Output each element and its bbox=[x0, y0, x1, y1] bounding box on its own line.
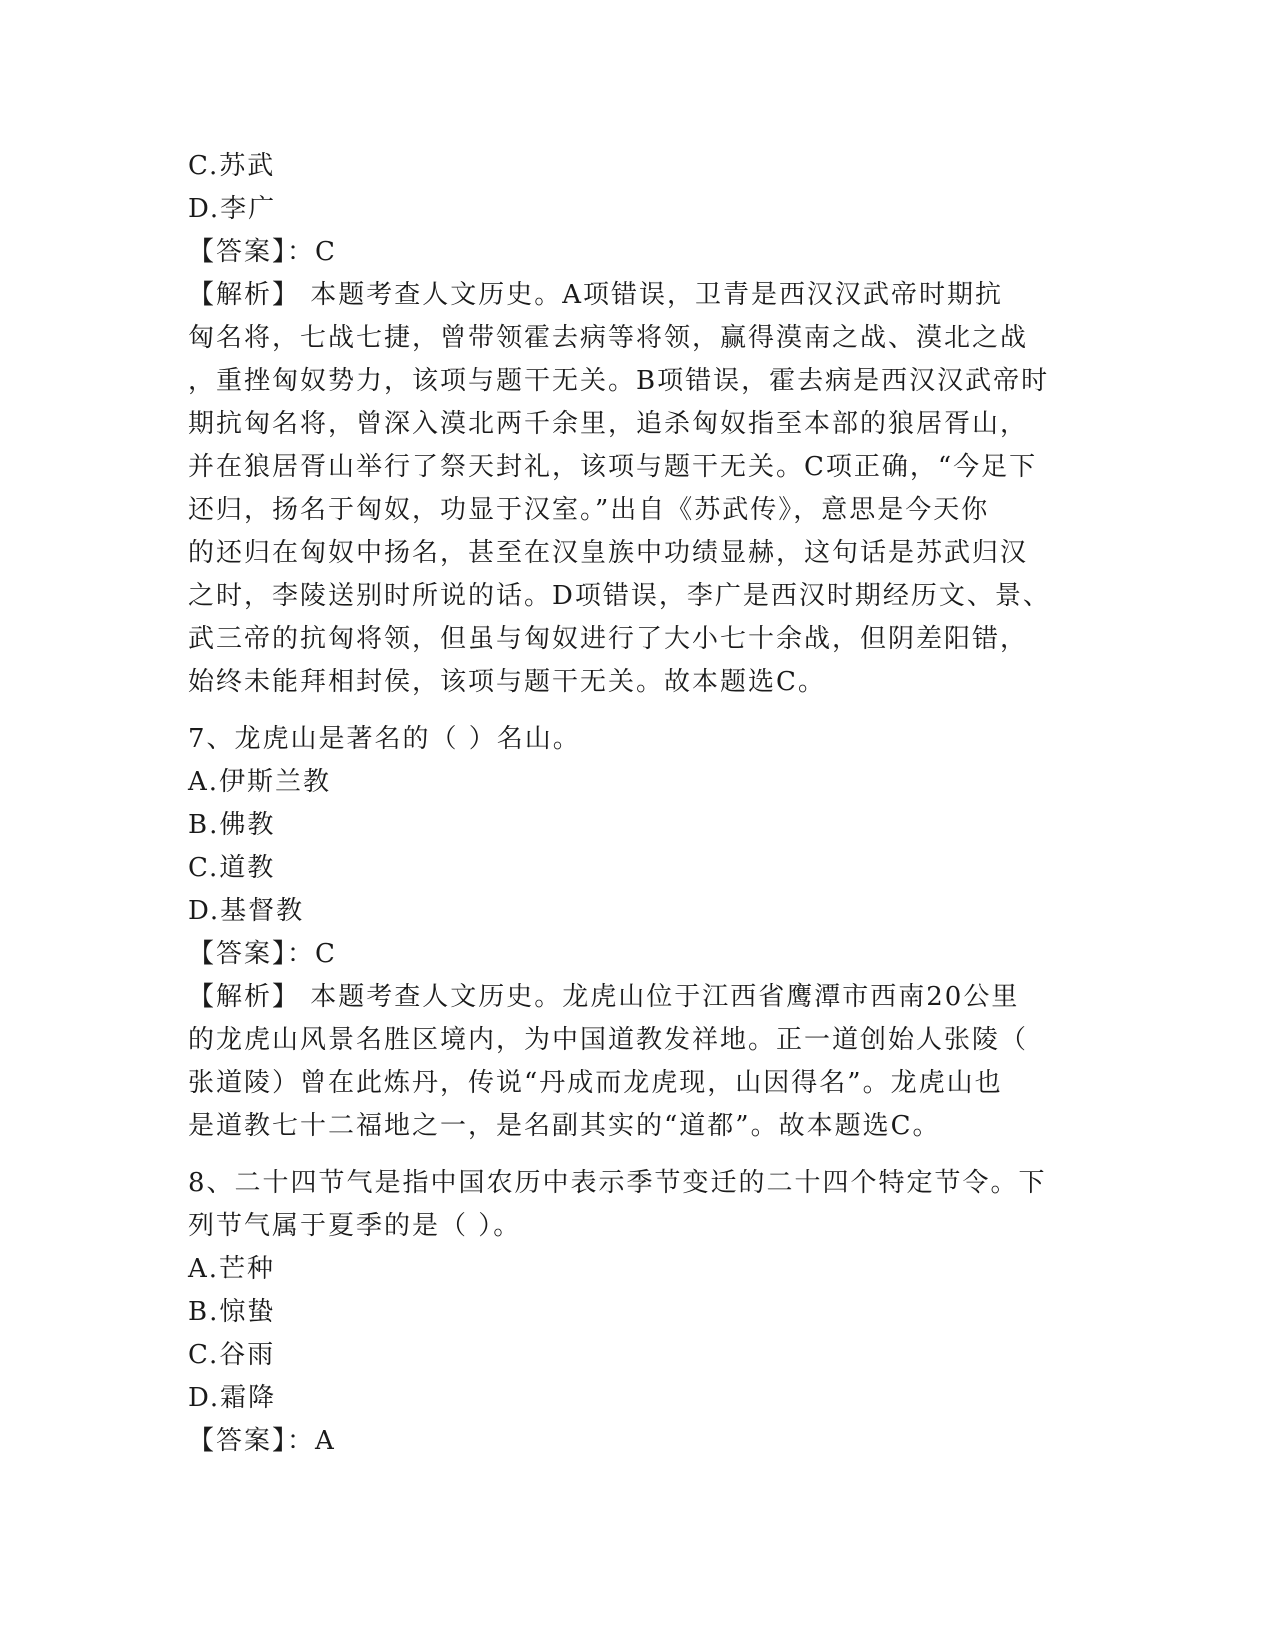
option-c: C.苏武 bbox=[188, 151, 276, 181]
analysis-line: 还归，扬名于匈奴，功显于汉室。”出自《苏武传》，意思是今天你 bbox=[188, 495, 990, 525]
option-a: A.芒种 bbox=[188, 1254, 276, 1284]
analysis-line: 【解析】 本题考查人文历史。A项错误，卫青是西汉汉武帝时期抗 bbox=[188, 280, 1004, 310]
answer-label: 【答案】： bbox=[188, 237, 316, 267]
option-d: D.基督教 bbox=[188, 896, 305, 926]
analysis-line: 武三帝的抗匈将领，但虽与匈奴进行了大小七十余战，但阴差阳错， bbox=[188, 624, 1029, 654]
answer-value: A bbox=[315, 1426, 336, 1456]
option-c: C.谷雨 bbox=[188, 1340, 276, 1370]
spacer bbox=[188, 1148, 1088, 1162]
option-c: C.道教 bbox=[188, 853, 276, 883]
question-text: 8、二十四节气是指中国农历中表示季节变迁的二十四个特定节令。下 bbox=[188, 1168, 1047, 1198]
question-6-section bbox=[188, 145, 1088, 704]
question-text: 7、龙虎山是著名的（ ）名山。 bbox=[188, 724, 581, 754]
analysis-line: 并在狼居胥山举行了祭天封礼，该项与题干无关。C项正确，“今足下 bbox=[188, 452, 1038, 482]
answer-label: 【答案】： bbox=[188, 939, 316, 969]
analysis-line: ，重挫匈奴势力，该项与题干无关。B项错误，霍去病是西汉汉武帝时 bbox=[188, 366, 1050, 396]
answer-value: C bbox=[315, 939, 337, 969]
answer-line bbox=[188, 1420, 1088, 1463]
option-b: B.惊蛰 bbox=[188, 1297, 276, 1327]
analysis-line: 之时，李陵送别时所说的话。D项错误，李广是西汉时期经历文、景、 bbox=[188, 581, 1051, 611]
analysis-line: 张道陵）曾在此炼丹，传说“丹成而龙虎现，山因得名”。龙虎山也 bbox=[188, 1068, 1003, 1098]
analysis-line: 的还归在匈奴中扬名，甚至在汉皇族中功绩显赫，这句话是苏武归汉 bbox=[188, 538, 1029, 568]
question-8-section bbox=[188, 1162, 1088, 1463]
answer-line bbox=[188, 933, 1088, 976]
option-b: B.佛教 bbox=[188, 810, 276, 840]
option-d: D.霜降 bbox=[188, 1383, 277, 1413]
analysis-block bbox=[188, 274, 1088, 704]
analysis-line: 的龙虎山风景名胜区境内，为中国道教发祥地。正一道创始人张陵（ bbox=[188, 1025, 1029, 1055]
analysis-line: 是道教七十二福地之一，是名副其实的“道都”。故本题选C。 bbox=[188, 1111, 941, 1141]
analysis-line: 匈名将，七战七捷，曾带领霍去病等将领，赢得漠南之战、漠北之战 bbox=[188, 323, 1029, 353]
answer-value: C bbox=[315, 237, 337, 267]
analysis-line: 期抗匈名将，曾深入漠北两千余里，追杀匈奴指至本部的狼居胥山， bbox=[188, 409, 1029, 439]
analysis-block bbox=[188, 976, 1088, 1148]
analysis-line: 【解析】 本题考查人文历史。龙虎山位于江西省鹰潭市西南20公里 bbox=[188, 982, 1020, 1012]
option-a: A.伊斯兰教 bbox=[188, 767, 332, 797]
question-7-section bbox=[188, 718, 1088, 1148]
option-d: D.李广 bbox=[188, 194, 277, 224]
question-text: 列节气属于夏季的是（ ）。 bbox=[188, 1211, 522, 1241]
analysis-line: 始终未能拜相封侯，该项与题干无关。故本题选C。 bbox=[188, 667, 826, 697]
answer-line bbox=[188, 231, 1088, 274]
answer-label: 【答案】： bbox=[188, 1426, 316, 1456]
exam-page bbox=[188, 145, 1088, 1463]
spacer bbox=[188, 704, 1088, 718]
